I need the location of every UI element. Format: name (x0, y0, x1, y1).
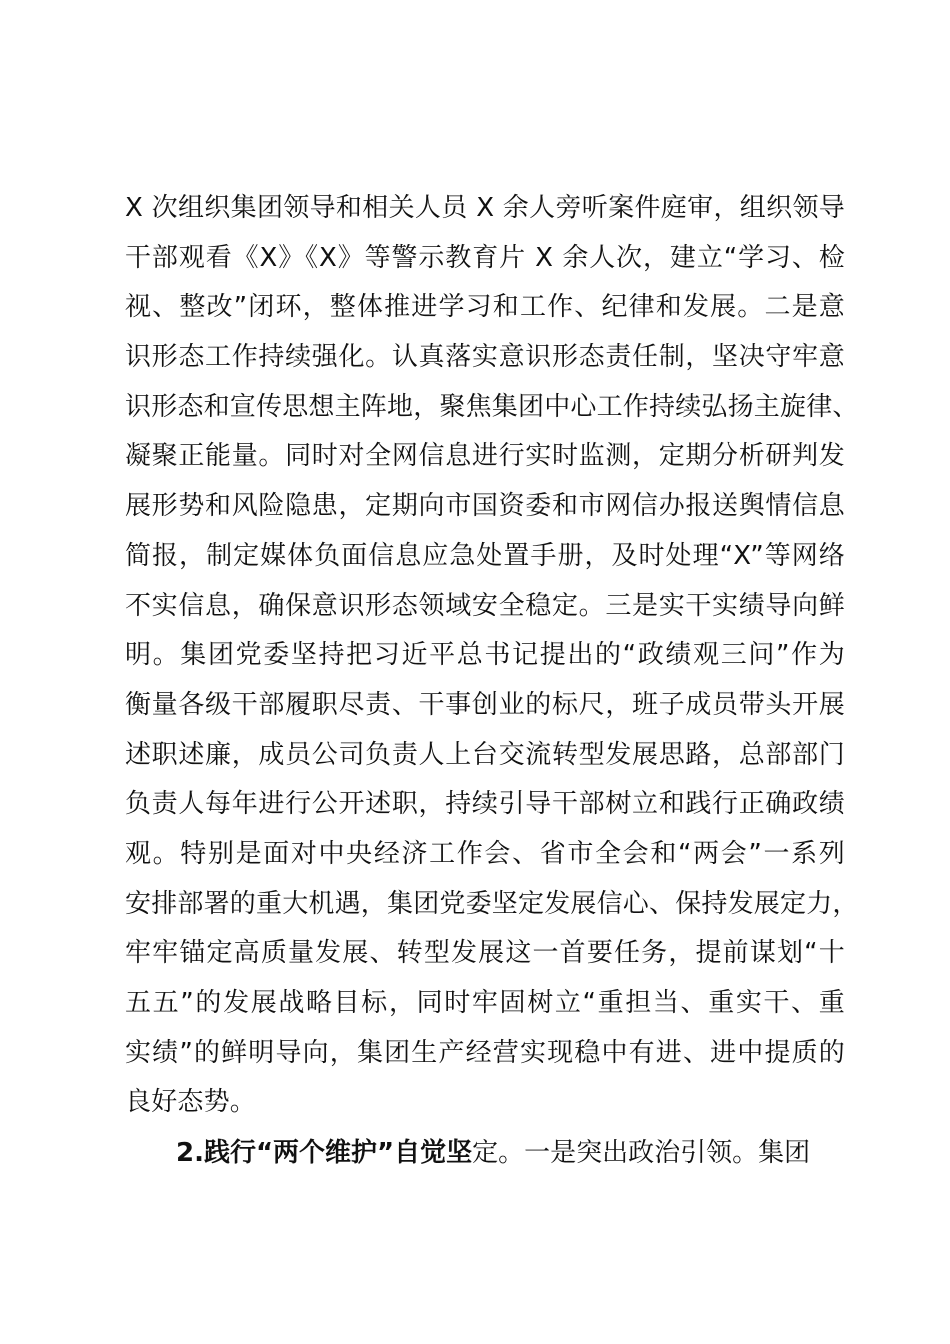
text-line: 负责人每年进行公开述职，持续引导干部树立和践行正确政绩 (125, 789, 845, 820)
text-line: 实绩”的鲜明导向，集团生产经营实现稳中有进、进中提质的 (125, 1037, 845, 1068)
text-line: 简报，制定媒体负面信息应急处置手册，及时处理“X”等网络 (125, 540, 845, 571)
text-line: 不实信息，确保意识形态领域安全稳定。三是实干实绩导向鲜 (125, 590, 845, 621)
text-line: 牢牢锚定高质量发展、转型发展这一首要任务，提前谋划“十 (125, 938, 845, 969)
text-line-last: 良好态势。 (125, 1087, 257, 1118)
text-line: 五五”的发展战略目标，同时牢固树立“重担当、重实干、重 (125, 988, 845, 1018)
text-line: 述职述廉，成员公司负责人上台交流转型发展思路，总部部门 (125, 739, 845, 770)
text-line: 展形势和风险隐患，定期向市国资委和市网信办报送舆情信息 (125, 491, 845, 522)
text-line: 安排部署的重大机遇，集团党委坚定发展信心、保持发展定力， (125, 888, 859, 919)
section-heading-line (176, 1129, 810, 1179)
text-line: 凝聚正能量。同时对全网信息进行实时监测，定期分析研判发 (125, 441, 845, 472)
text-line: 干部观看《X》《X》等警示教育片 X 余人次，建立“学习、检 (125, 242, 845, 273)
section-heading: 2.践行“两个维护”自觉坚 (176, 1138, 473, 1168)
text-line: 衡量各级干部履职尽责、干事创业的标尺，班子成员带头开展 (125, 689, 845, 720)
body-paragraph (125, 184, 859, 1128)
section-heading-continuation: 定。一是突出政治引领。集团 (472, 1138, 811, 1168)
text-line: X 次组织集团领导和相关人员 X 余人旁听案件庭审，组织领导 (125, 193, 845, 223)
text-line: 视、整改”闭环，整体推进学习和工作、纪律和发展。二是意 (125, 292, 845, 323)
text-line: 明。集团党委坚持把习近平总书记提出的“政绩观三问”作为 (125, 640, 845, 671)
text-line: 观。特别是面对中央经济工作会、省市全会和“两会”一系列 (125, 838, 845, 869)
text-line: 识形态和宣传思想主阵地，聚焦集团中心工作持续弘扬主旋律、 (125, 391, 859, 422)
text-line: 识形态工作持续强化。认真落实意识形态责任制，坚决守牢意 (125, 342, 845, 373)
